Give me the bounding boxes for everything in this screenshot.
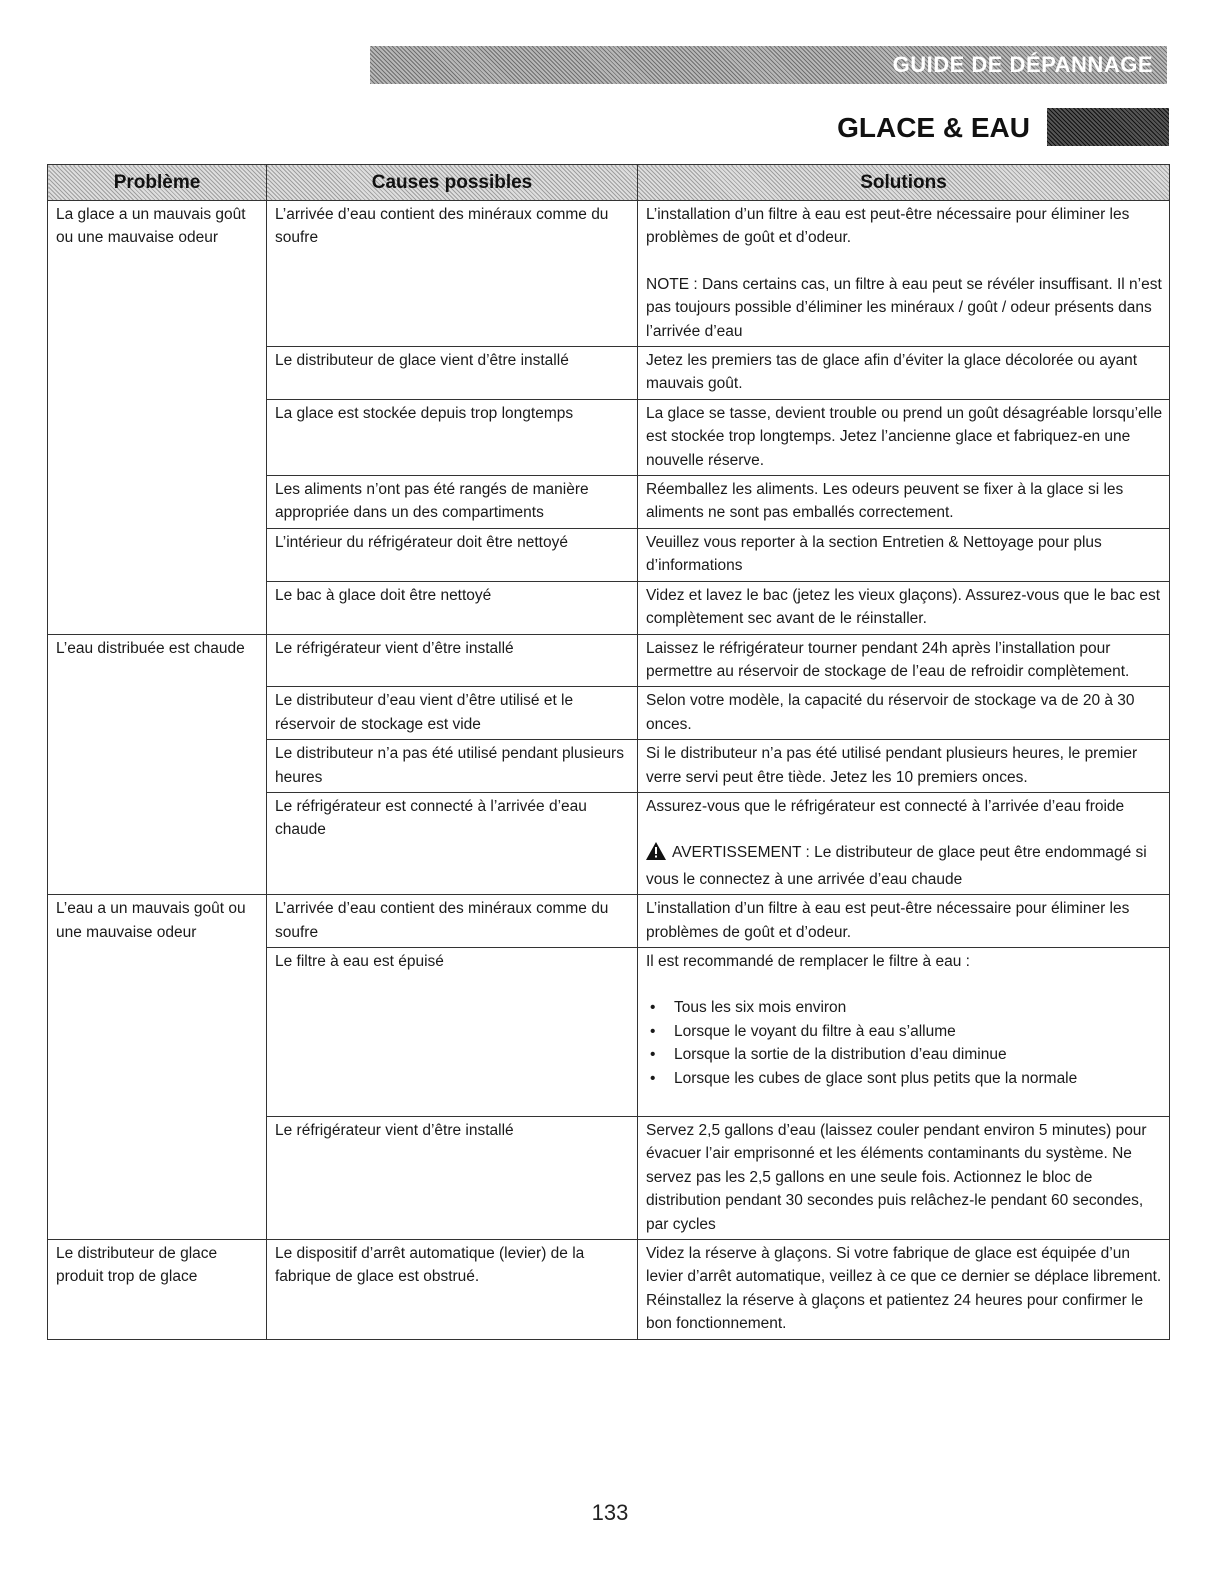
troubleshooting-table — [47, 164, 1170, 1340]
table-header-row — [48, 165, 1170, 201]
solution-cell: Laissez le réfrigérateur tourner pendant 24h après l’installation pour permettre au réservoir de stockage de l’eau de refroidir complètement. — [638, 634, 1170, 687]
warning-triangle-icon — [646, 842, 666, 867]
list-item: • Lorsque le voyant du filtre à eau s’allume — [648, 1020, 1163, 1043]
cause-cell: La glace est stockée depuis trop longtemps — [267, 399, 638, 475]
column-header-problem: Problème — [48, 165, 267, 201]
list-item: • Tous les six mois environ — [648, 996, 1163, 1019]
solution-cell: Videz et lavez le bac (jetez les vieux glaçons). Assurez-vous que le bac est complètement sec avant de le réinstaller. — [638, 581, 1170, 634]
cause-cell: Le réfrigérateur vient d’être installé — [267, 634, 638, 687]
warning-label: AVERTISSEMENT — [672, 844, 802, 862]
cause-cell: Le filtre à eau est épuisé — [267, 947, 638, 1116]
table-row — [48, 1240, 1170, 1340]
solution-cell: L’installation d’un filtre à eau est peut-être nécessaire pour éliminer les problèmes de goût et d’odeur. — [638, 895, 1170, 948]
list-item: • Lorsque les cubes de glace sont plus petits que la normale — [648, 1067, 1163, 1090]
warning-text: : Le distributeur de glace peut être endommagé si vous le connectez à une arrivée d’eau chaude — [646, 844, 1147, 888]
cause-cell: Le réfrigérateur vient d’être installé — [267, 1117, 638, 1240]
solution-cell — [638, 201, 1170, 347]
table-row — [48, 201, 1170, 347]
table-row — [48, 634, 1170, 687]
cause-cell: Le distributeur de glace vient d’être installé — [267, 347, 638, 400]
solution-note: NOTE : Dans certains cas, un filtre à eau peut se révéler insuffisant. Il n’est pas toujours possible d’éliminer les minéraux / goût / odeur présents dans l’arrivée d’eau — [646, 275, 1162, 340]
list-item: • Lorsque la sortie de la distribution d’eau diminue — [648, 1043, 1163, 1066]
solution-cell — [638, 947, 1170, 1116]
column-header-causes: Causes possibles — [267, 165, 638, 201]
solution-cell: Veuillez vous reporter à la section Entretien & Nettoyage pour plus d’informations — [638, 528, 1170, 581]
cause-cell: L’intérieur du réfrigérateur doit être nettoyé — [267, 528, 638, 581]
cause-cell: Le distributeur d’eau vient d’être utilisé et le réservoir de stockage est vide — [267, 687, 638, 740]
cause-cell: Le dispositif d’arrêt automatique (levier) de la fabrique de glace est obstrué. — [267, 1240, 638, 1340]
section-banner: GUIDE DE DÉPANNAGE — [370, 46, 1167, 84]
cause-cell: L’arrivée d’eau contient des minéraux comme du soufre — [267, 895, 638, 948]
solution-cell: La glace se tasse, devient trouble ou prend un goût désagréable lorsqu’elle est stockée trop longtemps. Jetez l’ancienne glace et fabriquez-en une nouvelle réserve. — [638, 399, 1170, 475]
solution-cell: Selon votre modèle, la capacité du réservoir de stockage va de 20 à 30 onces. — [638, 687, 1170, 740]
solution-cell: Jetez les premiers tas de glace afin d’éviter la glace décolorée ou ayant mauvais goût. — [638, 347, 1170, 400]
solution-text: Assurez-vous que le réfrigérateur est connecté à l’arrivée d’eau froide — [646, 797, 1125, 815]
cause-cell: Le distributeur n’a pas été utilisé pendant plusieurs heures — [267, 740, 638, 793]
cause-cell: Le bac à glace doit être nettoyé — [267, 581, 638, 634]
page-title: GLACE & EAU — [837, 112, 1030, 143]
problem-cell: L’eau distribuée est chaude — [48, 634, 267, 895]
solution-warning — [646, 841, 1163, 891]
solution-cell: Si le distributeur n’a pas été utilisé pendant plusieurs heures, le premier verre servi peut être tiède. Jetez les 10 premiers onces. — [638, 740, 1170, 793]
solution-cell: Videz la réserve à glaçons. Si votre fabrique de glace est équipée d’un levier d’arrêt automatique, veillez à ce que ce dernier se déplace librement. Réinstallez la réserve à glaçons et patientez 24 heures pour confirmer le bon fonctionnement. — [638, 1240, 1170, 1340]
solution-cell: Servez 2,5 gallons d’eau (laissez couler pendant environ 5 minutes) pour évacuer l’air emprisonné et les éléments contaminants du système. Ne servez pas les 2,5 gallons en une seule fois. Actionnez le bloc de distribution pendant 30 secondes puis relâchez-le pendant 60 secondes, par cycles — [638, 1117, 1170, 1240]
column-header-solutions: Solutions — [638, 165, 1170, 201]
problem-cell: Le distributeur de glace produit trop de glace — [48, 1240, 267, 1340]
problem-cell: La glace a un mauvais goût ou une mauvaise odeur — [48, 201, 267, 635]
page-number: 133 — [591, 1500, 629, 1525]
solution-text: Il est recommandé de remplacer le filtre à eau : — [646, 952, 970, 970]
cause-cell: Les aliments n’ont pas été rangés de manière appropriée dans un des compartiments — [267, 476, 638, 529]
problem-cell: L’eau a un mauvais goût ou une mauvaise odeur — [48, 895, 267, 1240]
cause-cell: L’arrivée d’eau contient des minéraux comme du soufre — [267, 201, 638, 347]
cause-cell: Le réfrigérateur est connecté à l’arrivée d’eau chaude — [267, 792, 638, 894]
bullet-list — [646, 996, 1163, 1090]
solution-text: L’installation d’un filtre à eau est peut-être nécessaire pour éliminer les problèmes de goût et d’odeur. — [646, 206, 1130, 247]
solution-cell: Réemballez les aliments. Les odeurs peuvent se fixer à la glace si les aliments ne sont pas emballés correctement. — [638, 476, 1170, 529]
title-decoration-block — [1047, 108, 1169, 146]
solution-cell — [638, 792, 1170, 894]
table-row — [48, 895, 1170, 948]
